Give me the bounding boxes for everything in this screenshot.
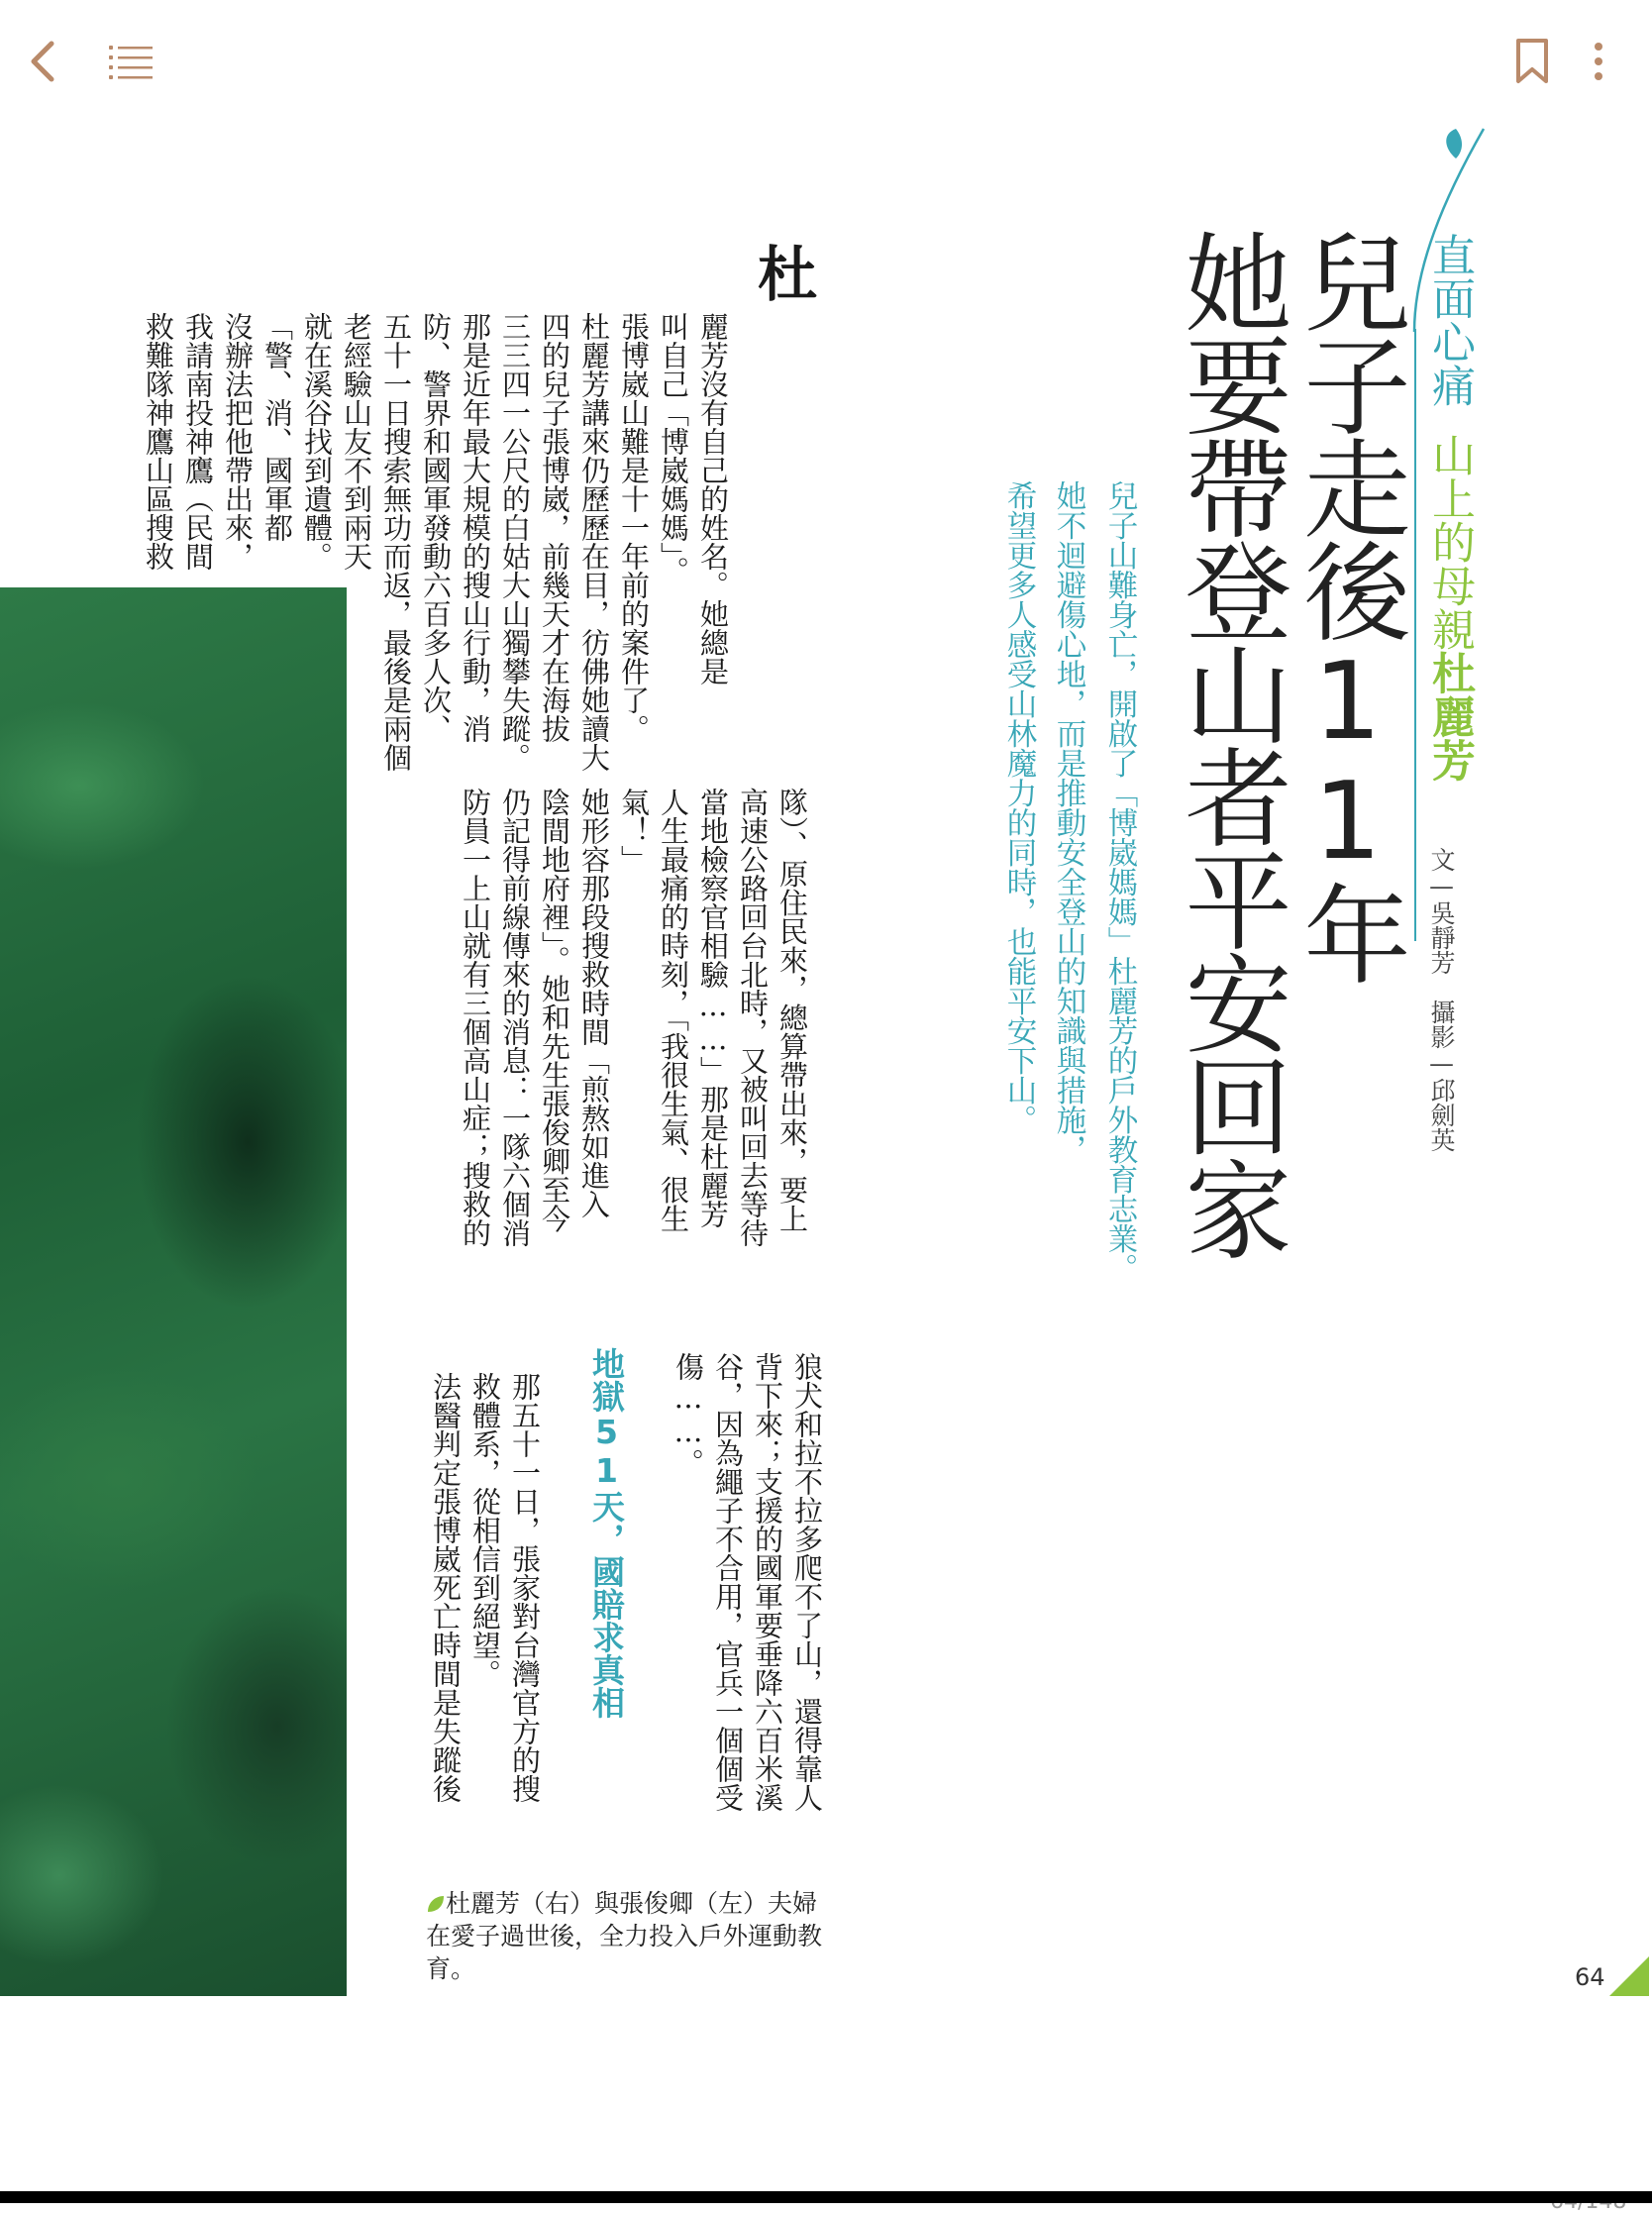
- leaf-bullet-icon: [426, 1894, 446, 1914]
- reader-toolbar: [0, 0, 1652, 119]
- body-line: 五十一日搜索無功而返，最後是兩個: [379, 312, 413, 772]
- body-line: 三三四一公尺的白姑大山獨攀失蹤。: [498, 312, 532, 772]
- body-line: 防、警界和國軍發動六百多人次、: [419, 312, 453, 743]
- dropcap: 杜: [748, 243, 817, 302]
- bookmark-icon: [1514, 38, 1550, 85]
- lead-line-2: 她不迴避傷心地，而是推動安全登山的知識與措施，: [1051, 480, 1085, 1164]
- series-heading: [1424, 233, 1474, 782]
- body-block-3b: [426, 1372, 545, 1887]
- body-line: 高速公路回台北時，又被叫回去等待: [736, 788, 770, 1247]
- body-line: 老經驗山友不到兩天: [340, 312, 373, 571]
- body-line: 人生最痛的時刻，「我很生氣、很生: [657, 788, 690, 1233]
- bookmark-button[interactable]: [1500, 30, 1564, 93]
- body-line: 那是近年最大規模的搜山行動，消: [459, 312, 492, 743]
- body-line: 陰間地府裡」。她和先生張俊卿至今: [538, 788, 571, 1233]
- page-corner-icon: [1609, 1956, 1649, 1996]
- series-subtitle: 山上的母親: [1424, 433, 1475, 651]
- list-icon: [109, 44, 153, 79]
- title-line-1: 兒子走後11年: [1286, 228, 1409, 983]
- body-line: 防員一上山就有三個高山症；搜救的: [459, 788, 492, 1247]
- body-line: 谷，因為繩子不合用，官兵一個個受: [711, 1352, 745, 1812]
- body-line: 叫自己「博崴媽媽」。: [657, 312, 690, 585]
- body-line: 那五十一日，張家對台灣官方的搜: [508, 1372, 542, 1803]
- body-line: 杜麗芳講來仍歷歷在目，彷佛她讀大: [577, 312, 611, 772]
- body-line: 「警、消、國軍都: [260, 312, 294, 542]
- body-line: 傷……。: [671, 1352, 705, 1477]
- magazine-page: [0, 119, 1652, 2194]
- section-subhead: 地獄51天，國賠求真相: [587, 1347, 626, 1719]
- body-line: 隊）、原住民來，總算帶出來，要上: [775, 788, 809, 1233]
- body-line: 背下來；支援的國軍要垂降六百米溪: [751, 1352, 784, 1812]
- body-line: 救體系，從相信到絕望。: [468, 1372, 502, 1688]
- more-vertical-icon: [1591, 42, 1606, 81]
- series-label: 直面心痛: [1424, 233, 1475, 407]
- photo-caption: 杜麗芳（右）與張俊卿（左）夫婦在愛子過世後，全力投入戶外運動教育。: [426, 1889, 823, 1983]
- chevron-left-icon: [24, 38, 63, 85]
- body-line: 就在溪谷找到遺體。: [300, 312, 334, 571]
- body-line: 四的兒子張博崴，前幾天才在海拔: [538, 312, 571, 743]
- body-block-1: [139, 312, 733, 867]
- body-block-3a: [669, 1352, 827, 1867]
- body-line: 氣！」: [617, 788, 651, 874]
- body-line: 張博崴山難是十一年前的案件了。: [617, 312, 651, 743]
- body-line: 我請南投神鷹（民間: [181, 312, 215, 571]
- body-line: 仍記得前線傳來的消息：一隊六個消: [498, 788, 532, 1247]
- byline: 文—吳靜芳 攝影—邱劍英: [1427, 847, 1456, 1152]
- body-line: 麗芳沒有自己的姓名。她總是: [696, 312, 730, 685]
- body-line: 沒辦法把他帶出來，: [221, 312, 255, 571]
- body-block-2: [456, 788, 812, 1322]
- bottom-edge: [0, 2191, 1652, 2203]
- body-line: 她形容那段搜救時間「煎熬如進入: [577, 788, 611, 1218]
- body-line: 法醫判定張博崴死亡時間是失蹤後: [429, 1372, 463, 1803]
- lead-line-3: 希望更多人感受山林魔力的同時，也能平安下山。: [1001, 480, 1036, 1134]
- body-line: 救難隊神鷹山區搜救: [142, 312, 175, 571]
- body-line: 狼犬和拉不拉多爬不了山，還得靠人: [790, 1352, 824, 1812]
- more-options-button[interactable]: [1567, 30, 1630, 93]
- back-button[interactable]: [12, 30, 75, 93]
- series-divider: [1414, 329, 1416, 941]
- table-of-contents-button[interactable]: [99, 30, 162, 93]
- page-number: 64: [1575, 1963, 1605, 1991]
- series-subtitle-name: 杜麗芳: [1424, 651, 1475, 782]
- title-line-2: 她要帶登山者平安回家: [1167, 228, 1291, 1258]
- lead-line-1: 兒子山難身亡，開啟了「博崴媽媽」杜麗芳的戶外教育志業。: [1102, 480, 1137, 1283]
- body-line: 當地檢察官相驗……」那是杜麗芳: [696, 788, 730, 1228]
